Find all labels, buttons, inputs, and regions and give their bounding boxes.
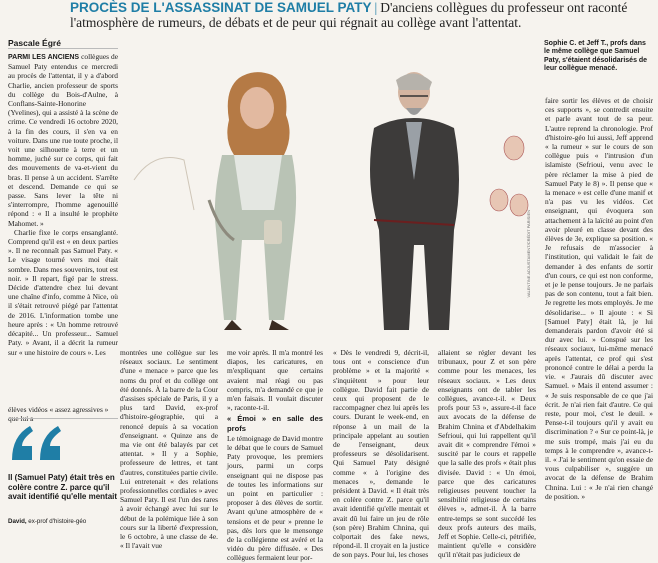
- col3-paragraph-1: me voir après. Il m'a montré les diapos, les caricatures, en m'expliquant que certains avaient mal réagi ou pas compris, m'a demandé ce que je m'en faisais. Il voulait discuter », raconte-t-il.: [227, 348, 323, 413]
- section-subheading: « Émoi » en salle des profs: [227, 414, 323, 433]
- article-column-4: [333, 348, 429, 560]
- col1-paragraph-2: Charlie fixe le corps ensanglanté. Comprend qu'il est « en deux parties ». Il ne reconnaît pas Samuel Paty. « Le visage tourné vers moi était sombre. Dans mes souvenirs, tout est noir. » Il repart, figé par le stress. Décide d'attendre chez lui devant une chaîne d'info, comme à Nice, où il s'était retrouvé piégé par l'attentat de 2016. L'information tombe une heure après : « Un homme retrouvé décapité... Un professeur... Samuel Paty. » Avant, il a décrit la rumeur sur « une histoire de cours ». Les: [8, 227, 118, 357]
- illustration-credit: VALENTINE ADJUSTAMENT/CRÉDIT PARISIEN: [526, 210, 531, 298]
- article-column-6: [545, 96, 653, 501]
- illustration-caption: Sophie C. et Jeff T., profs dans le même collège que Samuel Paty, s'étaient désolidarisés de leur collègue menacé.: [544, 40, 648, 73]
- quote-mark-icon: [8, 422, 68, 462]
- headline-separator: |: [374, 0, 378, 15]
- pullquote-rule: [8, 418, 118, 419]
- article-column-2: [120, 348, 218, 550]
- article-column-3: [227, 348, 323, 563]
- pullquote-source-name: David,: [8, 518, 27, 525]
- article-column-1: [8, 52, 118, 357]
- headline-kicker: PROCÈS DE L'ASSASSINAT DE SAMUEL PATY: [70, 0, 372, 15]
- col6-text: faire sortir les élèves et de choisir ces supports », se contredit ensuite et parle avant tout de sa peur. L'autre reprend la chronologie. Prof d'histoire-géo lui aussi, Jeff apprend « la rumeur » sur le cours de son collègue puis « l'intrusion d'un islamiste (Sefrioui, venu avec le père réclamer la mise à pied de Samuel Paty le 8) ». Il pense que « la menace » est celle d'une manif et n'a pas vu les vidéos. Cet enseignant, qui évoquera son attachement à la laïcité au point d'en avoir pleuré en classe devant des élèves de 3e, explique sa position. « Je refusais de m'associer à l'institution, qui validait le fait de demander à des enfants de sortir d'un cours, ce qui est non conforme, et je le pense toujours. Je ne parlais pas de son contenu, tout a fait bien. Je regrette les mots employés. Je me désolidarise... » Il ajoute : « Si [Samuel Paty] était là, je lui demanderais pardon d'avoir été si dur avec lui. » Conspué sur les réseaux sociaux, lui-même menacé après l'attentat, ce prof qui s'est prononcé contre le délai a perdu la vie. « J'aurais dû discuter avec Samuel. » Mais il entend assumer : « Je suis responsable de ce que j'ai écrit. Je n'ai rien fait d'autre. Ce qui reste, pour moi, c'est le deuil. » Pense-t-il toujours qu'il y avait eu discrimination ? « Sur ce point-là, je me suis trompé, mais j'ai eu du temps à le comprendre », avance-t-il. « J'ai le sentiment qu'on essaie de vous culpabiliser », suggère un avocat de la défense de Brahim Chnina. Lui : « Je n'ai rien changé de position. »: [545, 96, 653, 501]
- col1-tail: élèves vidéos « assez agressives » que lui a: [8, 405, 109, 424]
- col3-paragraph-2: Le témoignage de David montre le débat que le cours de Samuel Paty provoque, les premiers jours, parmi un corps enseignant qui ne dispose pas de toutes les informations sur un point en particulier : proposer à des élèves de sortir. Avant qu'une atmosphère de « tensions et de peur » prenne le pas, dès lors que le mensonge de la collégienne est avéré et la vidéo du père diffusée. « Des collègues fermaient leur por-: [227, 433, 323, 563]
- col1-paragraph-1: collègues de Samuel Paty entendus ce mercredi au procès de l'attentat, il y a d'abord Charlie, ancien professeur de sports du collège du Bois-d'Aulne, à Conflans-Sainte-Honorine (Yvelines), qui a assisté à la scène de crime. Ce vendredi 16 octobre 2020, à la fin des cours, il s'en va en voiture. Dans une rue toute proche, il voit une silhouette à terre et un homme, juché sur ce corps, qui fait des mouvements de va-et-vient du bras. Il pense à un accident. S'arrête et descend. Demande ce qui se passe. Sans lever la tête ni s'interrompre, l'homme agenouillé répond : « Il a insulté le prophète Mahomet. »: [8, 52, 119, 228]
- lead-in: PARMI LES ANCIENS: [8, 54, 80, 61]
- pullquote-source-role: ex-prof d'histoire-géo: [26, 518, 87, 525]
- headline-deck: D'anciens collègues du professeur ont raconté l'atmosphère de rumeurs, de débats et de peur qui régnait au collège avant l'attentat.: [70, 0, 628, 30]
- byline: Pascale Égré: [8, 38, 61, 48]
- col4-text: « Dès le vendredi 9, décrit-il, tous ont « conscience d'un problème » et la majorité « s'inquiètent » pour leur collègue. David fait partie de ceux qui proposent de le raccompagner chez lui après les cours. Durant le week-end, en réponse à un mail de la principale appelant au soutien de l'enseignant, deux professeurs se désolidarisent. Qui Samuel Paty désigné comme « à l'origine des menaces », demande le président à David. « Il était très en colère contre Z. parce qu'il avait identifié qu'elle mentait et avait dû lui faire un jeu de rôle (son père) Brahim Chnina, qui colportait des fake news, répond-il. Il croyait en la justice de son pays. Pour lui, les choses: [333, 348, 429, 560]
- pullquote-source: [8, 518, 120, 526]
- article-column-5: [438, 348, 536, 560]
- byline-rule: [8, 48, 118, 49]
- col5-text: allaient se régler devant les tribunaux, pour Z et son père comme pour les menaces, les réseaux sociaux. » Les deux enseignants ont de tabler les collègues, avance-t-il. « Deux profs pour 53 », assure-t-il face aux avocats de la défense de Brahim Chnina et d'Abdelhakim Sefrioui, qui lui rappellent qu'il avait dit « comprendre l'émoi » suscité par le cours et rappelle que la salle des profs « était plus divisée. David : « Un émoi, parce que des caricatures religieuses peuvent toucher la sensibilité religieuse de certains élèves », admet-il. À la barre entre-temps se sont succédé les deux profs auteurs des mails, Jeff et Sophie. Celle-ci, pétrifiée, maintient qu'elle « considère qu'il n'était pas judicieux de: [438, 348, 536, 560]
- court-sketch-illustration: [124, 30, 534, 342]
- court-sketch-svg: [124, 30, 534, 342]
- headline: [70, 0, 650, 30]
- col2-text: montrées une collègue sur les réseaux sociaux. Le sentiment d'une « menace » parce que les noms du prof et du collège ont été donnés. À la barre de la Cour d'assises spéciale de Paris, il y a plus tard David, ex-prof d'histoire-géographie, qui a renoncé depuis à sa vocation d'enseignant. « Quinze ans de ma vie ont été balayés par cet attentat. » Il y a Sophie, professeure de lettres, et tant d'autres, constituées partie civile. Lui entretenait « des relations professionnelles cordiales » avec Samuel Paty. Il est l'un des rares à avoir échangé avec lui sur le début de la polémique liée à son cours sur la liberté d'expression, le 6 octobre, à une classe de 4e. « Il l'avait vue: [120, 348, 218, 551]
- pullquote-text: Il (Samuel Paty) était très en colère contre Z. parce qu'il avait identifié qu'elle mentait: [8, 473, 118, 501]
